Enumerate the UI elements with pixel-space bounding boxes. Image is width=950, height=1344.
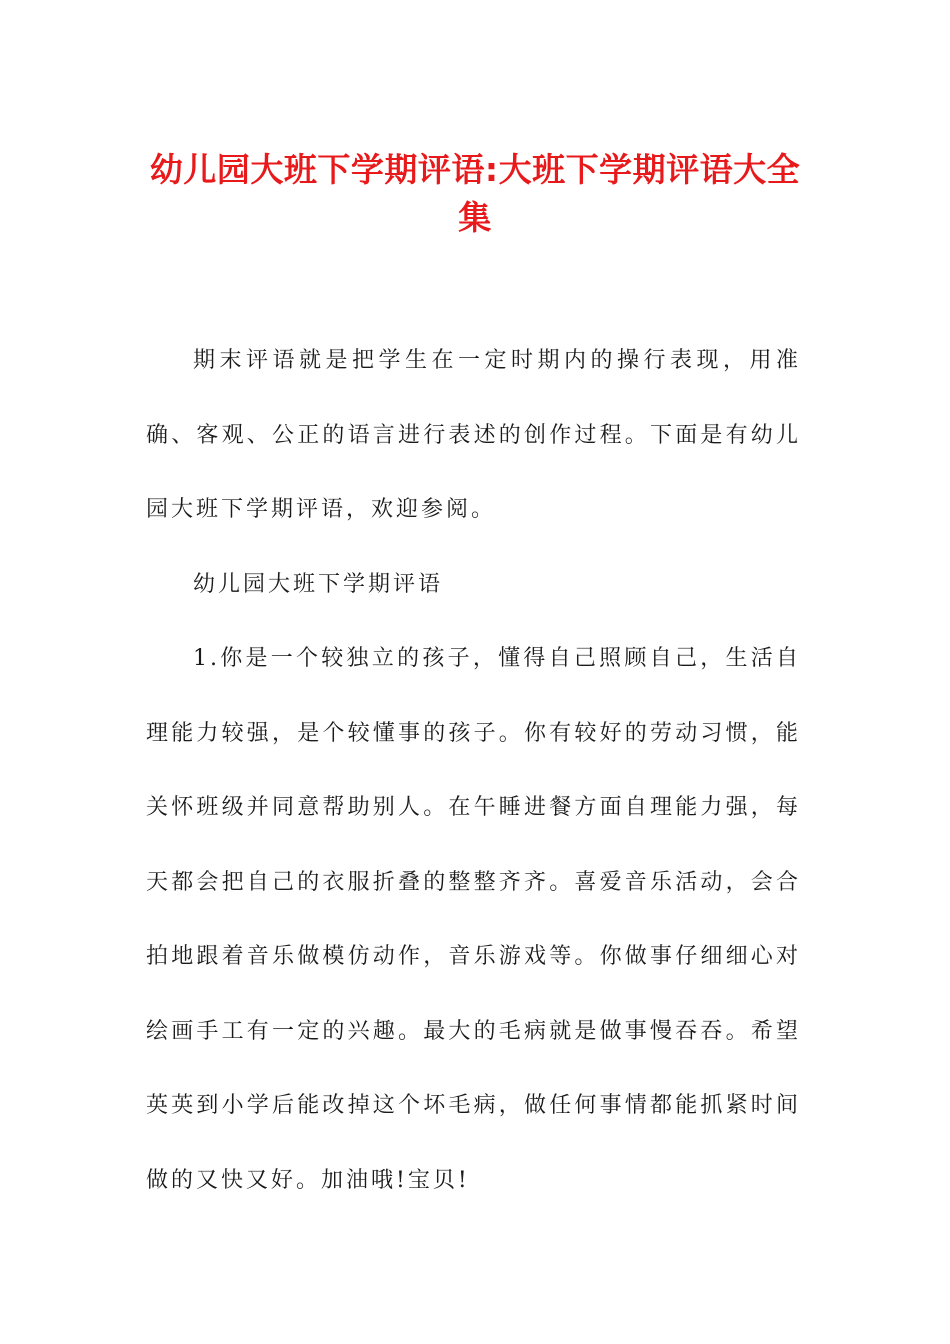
section-heading: 幼儿园大班下学期评语 — [193, 571, 444, 597]
intro-paragraph: 期末评语就是把学生在一定时期内的操行表现，用准确、客观、公正的语言进行表述的创作过程。下面是有幼儿园大班下学期评语，欢迎参阅。 — [146, 348, 801, 522]
document-title: 幼儿园大班下学期评语:大班下学期评语大全集 — [149, 150, 801, 237]
document-body — [146, 324, 801, 1218]
comment-paragraph-1: 1.你是一个较独立的孩子，懂得自己照顾自己，生活自理能力较强，是个较懂事的孩子。你有较好的劳动习惯，能关怀班级并同意帮助别人。在午睡进餐方面自理能力强，每天都会把自己的衣服折叠的整整齐齐。喜爱音乐活动，会合拍地跟着音乐做模仿动作，音乐游戏等。你做事仔细细心对绘画手工有一定的兴趣。最大的毛病就是做事慢吞吞。希望英英到小学后能改掉这个坏毛病，做任何事情都能抓紧时间做的又快又好。加油哦!宝贝! — [146, 646, 801, 1193]
